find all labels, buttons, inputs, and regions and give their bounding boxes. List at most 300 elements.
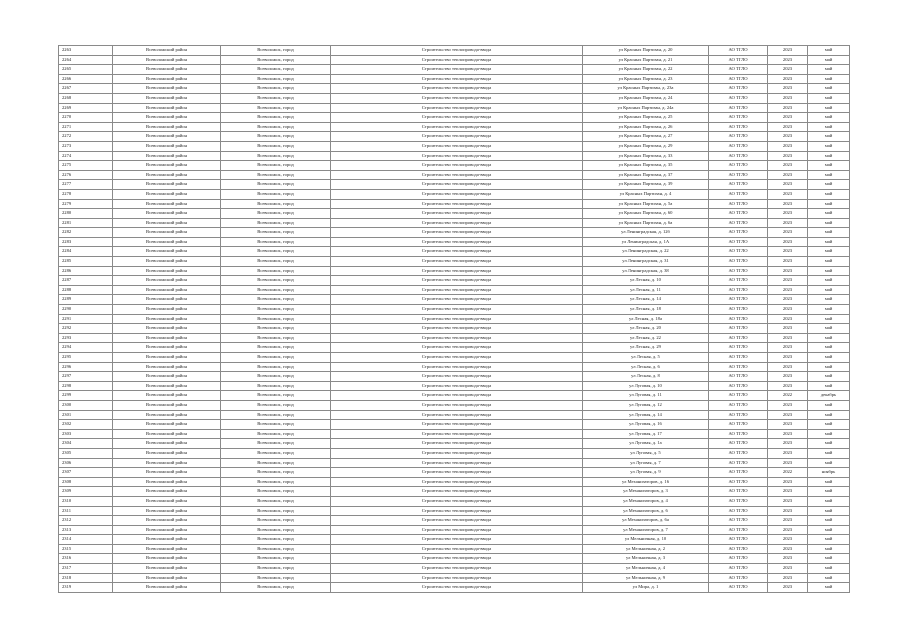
address-cell: ул Механизаторов, д. 6а <box>583 516 709 526</box>
year-cell: 2023 <box>768 381 808 391</box>
address-cell: ул Луговая, д. 12 <box>583 400 709 410</box>
work-type-cell: Строительство теплопровода-ввода <box>331 93 583 103</box>
settlement-cell: Всеволожск, город <box>221 257 331 267</box>
table-row <box>59 535 850 545</box>
settlement-cell: Всеволожск, город <box>221 554 331 564</box>
work-type-cell: Строительство теплопровода-ввода <box>331 353 583 363</box>
district-cell: Всеволожский район <box>113 189 221 199</box>
table-row <box>59 170 850 180</box>
district-cell: Всеволожский район <box>113 170 221 180</box>
settlement-cell: Всеволожск, город <box>221 372 331 382</box>
row-number: 2294 <box>59 343 113 353</box>
address-cell: ул Красных Партизан, д. 25 <box>583 113 709 123</box>
organization-cell: АО ТГЛО <box>709 381 768 391</box>
organization-cell: АО ТГЛО <box>709 55 768 65</box>
settlement-cell: Всеволожск, город <box>221 353 331 363</box>
organization-cell: АО ТГЛО <box>709 189 768 199</box>
table-row <box>59 46 850 56</box>
address-cell: ул Лесная, д. 29 <box>583 343 709 353</box>
year-cell: 2023 <box>768 314 808 324</box>
district-cell: Всеволожский район <box>113 516 221 526</box>
work-type-cell: Строительство теплопровода-ввода <box>331 199 583 209</box>
year-cell: 2023 <box>768 477 808 487</box>
organization-cell: АО ТГЛО <box>709 305 768 315</box>
work-type-cell: Строительство теплопровода-ввода <box>331 468 583 478</box>
district-cell: Всеволожский район <box>113 218 221 228</box>
work-type-cell: Строительство теплопровода-ввода <box>331 151 583 161</box>
district-cell: Всеволожский район <box>113 410 221 420</box>
table-row <box>59 74 850 84</box>
organization-cell: АО ТГЛО <box>709 285 768 295</box>
district-cell: Всеволожский район <box>113 506 221 516</box>
row-number: 2289 <box>59 295 113 305</box>
row-number: 2309 <box>59 487 113 497</box>
month-cell: май <box>808 372 850 382</box>
address-cell: ул Красных Партизан, д. 33 <box>583 151 709 161</box>
row-number: 2311 <box>59 506 113 516</box>
organization-cell: АО ТГЛО <box>709 180 768 190</box>
address-cell: ул Мира, д. 1 <box>583 583 709 593</box>
year-cell: 2023 <box>768 65 808 75</box>
settlement-cell: Всеволожск, город <box>221 247 331 257</box>
settlement-cell: Всеволожск, город <box>221 458 331 468</box>
organization-cell: АО ТГЛО <box>709 573 768 583</box>
organization-cell: АО ТГЛО <box>709 237 768 247</box>
address-cell: ул Красных Партизан, д. 29 <box>583 141 709 151</box>
row-number: 2302 <box>59 420 113 430</box>
work-type-cell: Строительство теплопровода-ввода <box>331 305 583 315</box>
organization-cell: АО ТГЛО <box>709 468 768 478</box>
settlement-cell: Всеволожск, город <box>221 535 331 545</box>
table-body <box>59 46 850 593</box>
row-number: 2269 <box>59 103 113 113</box>
row-number: 2287 <box>59 276 113 286</box>
table-row <box>59 487 850 497</box>
work-type-cell: Строительство теплопровода-ввода <box>331 573 583 583</box>
month-cell: май <box>808 209 850 219</box>
district-cell: Всеволожский район <box>113 372 221 382</box>
row-number: 2308 <box>59 477 113 487</box>
month-cell: май <box>808 333 850 343</box>
settlement-cell: Всеволожск, город <box>221 333 331 343</box>
table-row <box>59 506 850 516</box>
year-cell: 2023 <box>768 343 808 353</box>
district-cell: Всеволожский район <box>113 583 221 593</box>
organization-cell: АО ТГЛО <box>709 93 768 103</box>
month-cell: май <box>808 257 850 267</box>
settlement-cell: Всеволожск, город <box>221 516 331 526</box>
year-cell: 2023 <box>768 122 808 132</box>
row-number: 2296 <box>59 362 113 372</box>
table-row <box>59 324 850 334</box>
month-cell: май <box>808 564 850 574</box>
month-cell: май <box>808 429 850 439</box>
work-type-cell: Строительство теплопровода-ввода <box>331 141 583 151</box>
work-type-cell: Строительство теплопровода-ввода <box>331 65 583 75</box>
settlement-cell: Всеволожск, город <box>221 448 331 458</box>
organization-cell: АО ТГЛО <box>709 295 768 305</box>
work-type-cell: Строительство теплопровода-ввода <box>331 362 583 372</box>
settlement-cell: Всеволожск, город <box>221 439 331 449</box>
year-cell: 2023 <box>768 93 808 103</box>
row-number: 2282 <box>59 228 113 238</box>
district-cell: Всеволожский район <box>113 468 221 478</box>
year-cell: 2023 <box>768 103 808 113</box>
year-cell: 2023 <box>768 84 808 94</box>
organization-cell: АО ТГЛО <box>709 535 768 545</box>
district-cell: Всеволожский район <box>113 333 221 343</box>
settlement-cell: Всеволожск, город <box>221 525 331 535</box>
address-cell: ул Лесная, д. 6 <box>583 362 709 372</box>
district-cell: Всеволожский район <box>113 343 221 353</box>
district-cell: Всеволожский район <box>113 535 221 545</box>
table-row <box>59 189 850 199</box>
row-number: 2297 <box>59 372 113 382</box>
work-type-cell: Строительство теплопровода-ввода <box>331 122 583 132</box>
table-row <box>59 161 850 171</box>
district-cell: Всеволожский район <box>113 429 221 439</box>
table-row <box>59 305 850 315</box>
settlement-cell: Всеволожск, город <box>221 55 331 65</box>
district-cell: Всеволожский район <box>113 247 221 257</box>
district-cell: Всеволожский район <box>113 362 221 372</box>
work-type-cell: Строительство теплопровода-ввода <box>331 391 583 401</box>
month-cell: май <box>808 506 850 516</box>
month-cell: май <box>808 573 850 583</box>
row-number: 2264 <box>59 55 113 65</box>
settlement-cell: Всеволожск, город <box>221 391 331 401</box>
table-row <box>59 583 850 593</box>
year-cell: 2023 <box>768 400 808 410</box>
year-cell: 2023 <box>768 544 808 554</box>
organization-cell: АО ТГЛО <box>709 228 768 238</box>
organization-cell: АО ТГЛО <box>709 516 768 526</box>
address-cell: ул Луговая, д. 5 <box>583 448 709 458</box>
month-cell: май <box>808 487 850 497</box>
month-cell: май <box>808 122 850 132</box>
table-row <box>59 55 850 65</box>
work-type-cell: Строительство теплопровода-ввода <box>331 113 583 123</box>
address-cell: ул Красных Партизан, д. 39 <box>583 180 709 190</box>
district-cell: Всеволожский район <box>113 324 221 334</box>
organization-cell: АО ТГЛО <box>709 276 768 286</box>
settlement-cell: Всеволожск, город <box>221 237 331 247</box>
row-number: 2305 <box>59 448 113 458</box>
month-cell: май <box>808 477 850 487</box>
row-number: 2290 <box>59 305 113 315</box>
row-number: 2274 <box>59 151 113 161</box>
address-cell: ул Красных Партизан, д. 23а <box>583 84 709 94</box>
work-type-cell: Строительство теплопровода-ввода <box>331 516 583 526</box>
month-cell: май <box>808 151 850 161</box>
work-type-cell: Строительство теплопровода-ввода <box>331 285 583 295</box>
organization-cell: АО ТГЛО <box>709 324 768 334</box>
row-number: 2307 <box>59 468 113 478</box>
organization-cell: АО ТГЛО <box>709 257 768 267</box>
district-cell: Всеволожский район <box>113 420 221 430</box>
district-cell: Всеволожский район <box>113 439 221 449</box>
work-type-cell: Строительство теплопровода-ввода <box>331 439 583 449</box>
row-number: 2306 <box>59 458 113 468</box>
month-cell: май <box>808 132 850 142</box>
work-type-cell: Строительство теплопровода-ввода <box>331 189 583 199</box>
year-cell: 2023 <box>768 506 808 516</box>
address-cell: ул Механизаторов, д. 6 <box>583 506 709 516</box>
address-cell: ул Красных Партизан, д. 26 <box>583 122 709 132</box>
organization-cell: АО ТГЛО <box>709 400 768 410</box>
year-cell: 2023 <box>768 573 808 583</box>
row-number: 2292 <box>59 324 113 334</box>
organization-cell: АО ТГЛО <box>709 410 768 420</box>
row-number: 2271 <box>59 122 113 132</box>
work-type-cell: Строительство теплопровода-ввода <box>331 74 583 84</box>
row-number: 2301 <box>59 410 113 420</box>
work-type-cell: Строительство теплопровода-ввода <box>331 84 583 94</box>
address-cell: ул Лесная, д. 8 <box>583 372 709 382</box>
address-cell: ул Красных Партизан, д. 6а <box>583 218 709 228</box>
organization-cell: АО ТГЛО <box>709 487 768 497</box>
settlement-cell: Всеволожск, город <box>221 506 331 516</box>
row-number: 2285 <box>59 257 113 267</box>
work-type-cell: Строительство теплопровода-ввода <box>331 333 583 343</box>
table-row <box>59 151 850 161</box>
district-cell: Всеволожский район <box>113 46 221 56</box>
settlement-cell: Всеволожск, город <box>221 343 331 353</box>
address-cell: ул Ленинградская, д. 22 <box>583 247 709 257</box>
settlement-cell: Всеволожск, город <box>221 132 331 142</box>
district-cell: Всеволожский район <box>113 448 221 458</box>
row-number: 2275 <box>59 161 113 171</box>
organization-cell: АО ТГЛО <box>709 333 768 343</box>
district-cell: Всеволожский район <box>113 266 221 276</box>
district-cell: Всеволожский район <box>113 103 221 113</box>
address-cell: ул Луговая, д. 11 <box>583 391 709 401</box>
row-number: 2316 <box>59 554 113 564</box>
row-number: 2295 <box>59 353 113 363</box>
year-cell: 2023 <box>768 372 808 382</box>
table-row <box>59 381 850 391</box>
address-cell: ул Лесная, д. 20 <box>583 324 709 334</box>
month-cell: май <box>808 84 850 94</box>
month-cell: май <box>808 343 850 353</box>
settlement-cell: Всеволожск, город <box>221 544 331 554</box>
table-row <box>59 199 850 209</box>
district-cell: Всеволожский район <box>113 141 221 151</box>
month-cell: май <box>808 103 850 113</box>
month-cell: май <box>808 381 850 391</box>
month-cell: май <box>808 199 850 209</box>
work-type-cell: Строительство теплопровода-ввода <box>331 170 583 180</box>
settlement-cell: Всеволожск, город <box>221 468 331 478</box>
work-type-cell: Строительство теплопровода-ввода <box>331 506 583 516</box>
settlement-cell: Всеволожск, город <box>221 362 331 372</box>
year-cell: 2023 <box>768 564 808 574</box>
work-type-cell: Строительство теплопровода-ввода <box>331 554 583 564</box>
settlement-cell: Всеволожск, город <box>221 276 331 286</box>
row-number: 2318 <box>59 573 113 583</box>
organization-cell: АО ТГЛО <box>709 496 768 506</box>
district-cell: Всеволожский район <box>113 228 221 238</box>
work-type-cell: Строительство теплопровода-ввода <box>331 314 583 324</box>
organization-cell: АО ТГЛО <box>709 391 768 401</box>
address-cell: ул Красных Партизан, д. 5а <box>583 199 709 209</box>
settlement-cell: Всеволожск, город <box>221 209 331 219</box>
organization-cell: АО ТГЛО <box>709 151 768 161</box>
organization-cell: АО ТГЛО <box>709 199 768 209</box>
district-cell: Всеволожский район <box>113 314 221 324</box>
table-row <box>59 468 850 478</box>
year-cell: 2023 <box>768 295 808 305</box>
month-cell: май <box>808 285 850 295</box>
table-row <box>59 314 850 324</box>
work-type-cell: Строительство теплопровода-ввода <box>331 487 583 497</box>
district-cell: Всеволожский район <box>113 544 221 554</box>
month-cell: май <box>808 247 850 257</box>
table-row <box>59 525 850 535</box>
row-number: 2270 <box>59 113 113 123</box>
settlement-cell: Всеволожск, город <box>221 410 331 420</box>
work-type-cell: Строительство теплопровода-ввода <box>331 400 583 410</box>
work-type-cell: Строительство теплопровода-ввода <box>331 237 583 247</box>
organization-cell: АО ТГЛО <box>709 65 768 75</box>
month-cell: май <box>808 458 850 468</box>
district-cell: Всеволожский район <box>113 84 221 94</box>
settlement-cell: Всеволожск, город <box>221 295 331 305</box>
row-number: 2263 <box>59 46 113 56</box>
year-cell: 2023 <box>768 535 808 545</box>
district-cell: Всеволожский район <box>113 113 221 123</box>
year-cell: 2023 <box>768 448 808 458</box>
organization-cell: АО ТГЛО <box>709 247 768 257</box>
month-cell: май <box>808 535 850 545</box>
settlement-cell: Всеволожск, город <box>221 305 331 315</box>
address-cell: ул Красных Партизан, д. 20 <box>583 46 709 56</box>
work-type-cell: Строительство теплопровода-ввода <box>331 46 583 56</box>
organization-cell: АО ТГЛО <box>709 132 768 142</box>
table-row <box>59 237 850 247</box>
year-cell: 2023 <box>768 266 808 276</box>
district-cell: Всеволожский район <box>113 496 221 506</box>
table-row <box>59 141 850 151</box>
work-type-cell: Строительство теплопровода-ввода <box>331 257 583 267</box>
year-cell: 2022 <box>768 468 808 478</box>
month-cell: май <box>808 324 850 334</box>
table-row <box>59 257 850 267</box>
organization-cell: АО ТГЛО <box>709 525 768 535</box>
district-cell: Всеволожский район <box>113 276 221 286</box>
address-cell: ул Ленинградская, д. 12б <box>583 228 709 238</box>
month-cell: май <box>808 583 850 593</box>
settlement-cell: Всеволожск, город <box>221 420 331 430</box>
settlement-cell: Всеволожск, город <box>221 93 331 103</box>
month-cell: май <box>808 93 850 103</box>
year-cell: 2023 <box>768 218 808 228</box>
row-number: 2286 <box>59 266 113 276</box>
row-number: 2278 <box>59 189 113 199</box>
organization-cell: АО ТГЛО <box>709 122 768 132</box>
table-row <box>59 122 850 132</box>
address-cell: ул Красных Партизан, д. 22 <box>583 65 709 75</box>
month-cell: май <box>808 525 850 535</box>
month-cell: май <box>808 353 850 363</box>
month-cell: май <box>808 74 850 84</box>
year-cell: 2023 <box>768 113 808 123</box>
row-number: 2265 <box>59 65 113 75</box>
row-number: 2272 <box>59 132 113 142</box>
month-cell: май <box>808 218 850 228</box>
year-cell: 2023 <box>768 180 808 190</box>
settlement-cell: Всеволожск, город <box>221 266 331 276</box>
address-cell: ул Красных Партизан, д. 60 <box>583 209 709 219</box>
month-cell: май <box>808 362 850 372</box>
year-cell: 2023 <box>768 362 808 372</box>
address-cell: ул Ленинградская, д. 31 <box>583 257 709 267</box>
district-cell: Всеволожский район <box>113 161 221 171</box>
settlement-cell: Всеволожск, город <box>221 381 331 391</box>
organization-cell: АО ТГЛО <box>709 439 768 449</box>
table-row <box>59 400 850 410</box>
settlement-cell: Всеволожск, город <box>221 429 331 439</box>
organization-cell: АО ТГЛО <box>709 218 768 228</box>
settlement-cell: Всеволожск, город <box>221 199 331 209</box>
month-cell: май <box>808 544 850 554</box>
settlement-cell: Всеволожск, город <box>221 324 331 334</box>
work-type-cell: Строительство теплопровода-ввода <box>331 410 583 420</box>
table-row <box>59 285 850 295</box>
address-cell: ул Лесная, д. 18 <box>583 305 709 315</box>
month-cell: май <box>808 141 850 151</box>
district-cell: Всеволожский район <box>113 55 221 65</box>
district-cell: Всеволожский район <box>113 554 221 564</box>
year-cell: 2023 <box>768 554 808 564</box>
row-number: 2267 <box>59 84 113 94</box>
district-cell: Всеволожский район <box>113 525 221 535</box>
row-number: 2283 <box>59 237 113 247</box>
district-cell: Всеволожский район <box>113 400 221 410</box>
table-row <box>59 477 850 487</box>
year-cell: 2023 <box>768 132 808 142</box>
settlement-cell: Всеволожск, город <box>221 314 331 324</box>
year-cell: 2023 <box>768 46 808 56</box>
year-cell: 2023 <box>768 237 808 247</box>
organization-cell: АО ТГЛО <box>709 353 768 363</box>
work-type-cell: Строительство теплопровода-ввода <box>331 209 583 219</box>
organization-cell: АО ТГЛО <box>709 583 768 593</box>
row-number: 2313 <box>59 525 113 535</box>
organization-cell: АО ТГЛО <box>709 103 768 113</box>
district-cell: Всеволожский район <box>113 573 221 583</box>
settlement-cell: Всеволожск, город <box>221 84 331 94</box>
table-row <box>59 295 850 305</box>
month-cell: май <box>808 516 850 526</box>
month-cell: май <box>808 228 850 238</box>
work-type-cell: Строительство теплопровода-ввода <box>331 180 583 190</box>
work-type-cell: Строительство теплопровода-ввода <box>331 276 583 286</box>
work-type-cell: Строительство теплопровода-ввода <box>331 525 583 535</box>
settlement-cell: Всеволожск, город <box>221 285 331 295</box>
district-cell: Всеволожский район <box>113 209 221 219</box>
table-row <box>59 439 850 449</box>
row-number: 2312 <box>59 516 113 526</box>
work-type-cell: Строительство теплопровода-ввода <box>331 372 583 382</box>
year-cell: 2023 <box>768 429 808 439</box>
year-cell: 2023 <box>768 276 808 286</box>
district-cell: Всеволожский район <box>113 199 221 209</box>
table-row <box>59 65 850 75</box>
work-type-cell: Строительство теплопровода-ввода <box>331 228 583 238</box>
month-cell: май <box>808 180 850 190</box>
work-type-cell: Строительство теплопровода-ввода <box>331 458 583 468</box>
